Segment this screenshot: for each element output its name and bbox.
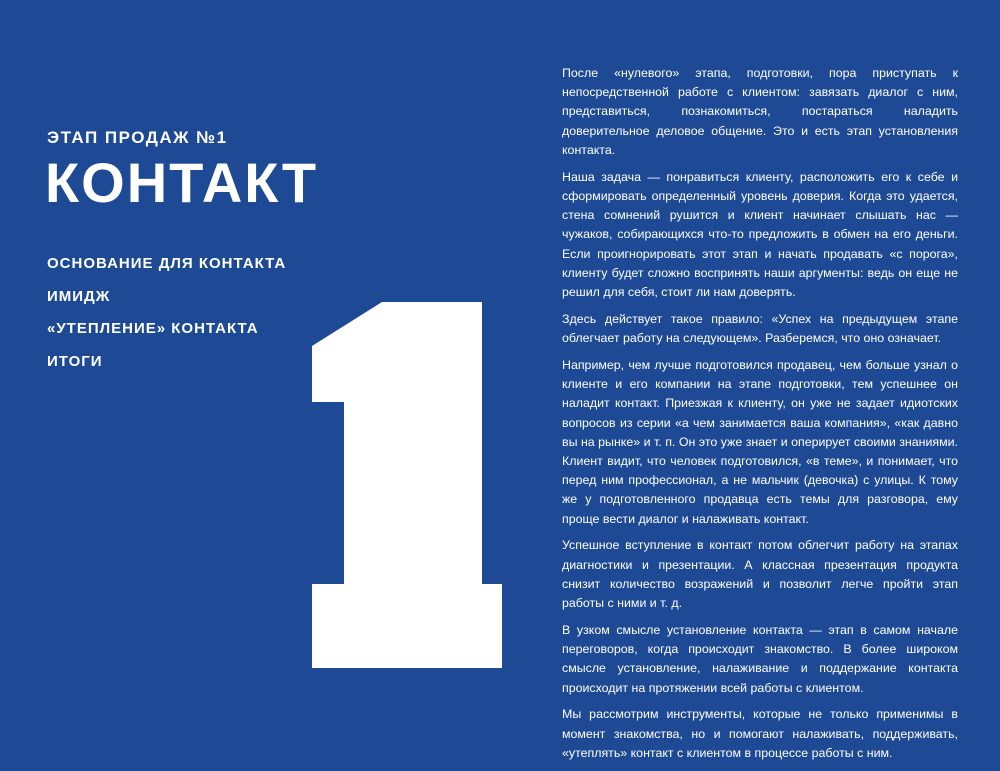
paragraph: Например, чем лучше подготовился продавец, чем больше узнал о клиенте и его компании на этапе подготовки, тем успешнее он наладит контакт. Приезжая к клиенту, он уже не задает идиотских вопросов из серии «а чем занимается ваша компания», «как давно вы на рынке» и т. п. Он это уже знает и оперирует своими знаниями. Клиент видит, что человек подготовился, «в теме», и понимает, что перед ним профессионал, а не мальчик (девочка) с улицы. К тому же у подготовленного продавца есть темы для разговора, ему проще вести диалог и налаживать контакт.	[562, 357, 958, 526]
paragraph: В узком смысле установление контакта — этап в самом начале переговоров, когда происходит знакомство. В более широком смысле установление, налаживание и поддержание контакта происходит на протяжении всей работы с клиентом.	[562, 622, 958, 695]
page-title: КОНТАКТ	[45, 151, 319, 214]
section-item-warming: «УТЕПЛЕНИЕ» КОНТАКТА	[47, 320, 259, 337]
stage-label: ЭТАП ПРОДАЖ №1	[47, 128, 228, 147]
big-numeral-one	[312, 302, 502, 668]
section-list	[47, 248, 286, 378]
body-text	[562, 64, 958, 771]
paragraph: Успешное вступление в контакт потом облегчит работу на этапах диагностики и презентации. А классная презентация продукта снизит количество возражений и позволит легче пройти этап работы с ними и т. д.	[562, 538, 958, 611]
section-item-summary: ИТОГИ	[47, 352, 103, 370]
paragraph: Мы рассмотрим инструменты, которые не только применимы в момент знакомства, но и помогают налаживать, поддерживать, «утеплять» контакт с клиентом в процессе работы с ним.	[562, 707, 958, 760]
paragraph: Здесь действует такое правило: «Успех на предыдущем этапе облегчает работу на следующем». Разберемся, что оно означает.	[562, 311, 958, 346]
paragraph: Наша задача — понравиться клиенту, расположить его к себе и сформировать определенный уровень доверия. Когда это удается, стена сомнений рушится и клиент начинает слышать нас — чужаков, собирающихся что-то предложить в обмен на его деньги. Если проигнорировать этот этап и начать продавать «с порога», клиенту будет сложно воспринять наши аргументы: ведь он еще не решил для себя, стоит ли нам доверять.	[562, 169, 958, 299]
section-item-basis: ОСНОВАНИЕ ДЛЯ КОНТАКТА	[47, 255, 287, 272]
paragraph: После «нулевого» этапа, подготовки, пора приступать к непосредственной работе с клиентом: завязать диалог с ним, представиться, познакомиться, постараться наладить доверительное деловое общение. Это и есть этап установления контакта.	[562, 66, 958, 157]
section-item-image: ИМИДЖ	[47, 287, 111, 305]
